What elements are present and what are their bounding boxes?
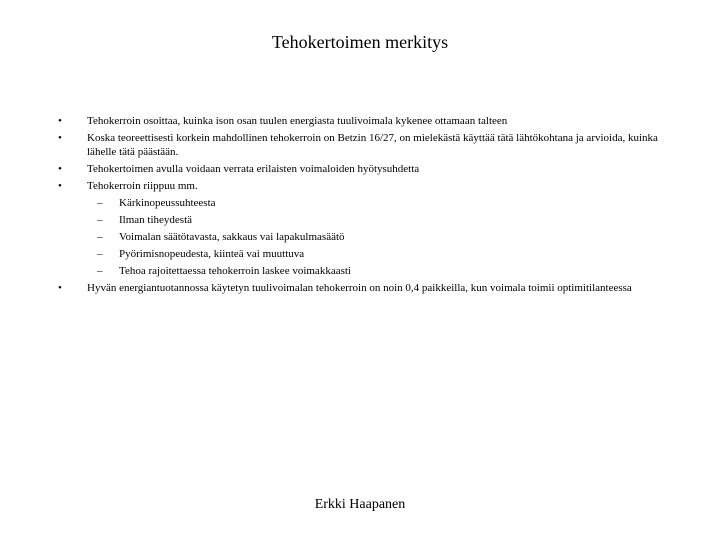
bullet-text: Tehokerroin osoittaa, kuinka ison osan tuulen energiasta tuulivoimala kykenee ottamaan talteen (87, 115, 508, 127)
sub-bullet-list (87, 196, 658, 278)
sub-bullet-item (87, 213, 658, 227)
sub-bullet-text: Pyörimisnopeudesta, kiinteä vai muuttuva (119, 248, 305, 260)
dash-icon: – (97, 197, 103, 209)
bullet-icon: • (58, 180, 62, 192)
sub-bullet-text: Ilman tiheydestä (119, 214, 193, 226)
sub-bullet-item (87, 230, 658, 244)
bullet-item (58, 114, 658, 128)
slide-title: Tehokertoimen merkitys (271, 32, 449, 52)
bullet-icon: • (58, 282, 62, 294)
dash-icon: – (97, 248, 103, 260)
bullet-item (58, 131, 658, 159)
bullet-item (58, 281, 658, 295)
dash-icon: – (97, 214, 103, 226)
bullet-text: Hyvän energiantuotannossa käytetyn tuulivoimalan tehokerroin on noin 0,4 paikkeilla, kun voimala toimii optimitilanteessa (87, 282, 632, 294)
bullet-item (58, 162, 658, 176)
bullet-icon: • (58, 132, 62, 144)
sub-bullet-item (87, 196, 658, 210)
sub-bullet-item (87, 264, 658, 278)
bullet-icon: • (58, 163, 62, 175)
sub-bullet-text: Kärkinopeussuhteesta (119, 197, 216, 209)
dash-icon: – (97, 265, 103, 277)
bullet-icon: • (58, 115, 62, 127)
sub-bullet-item (87, 247, 658, 261)
bullet-item (58, 179, 658, 278)
dash-icon: – (97, 231, 103, 243)
bullet-list (58, 114, 658, 298)
sub-bullet-text: Voimalan säätötavasta, sakkaus vai lapakulmasäätö (119, 231, 345, 243)
bullet-text: Koska teoreettisesti korkein mahdollinen tehokerroin on Betzin 16/27, on mielekästä käyttää tätä lähtökohtana ja arvioida, kuinka lähelle tätä päästään. (87, 132, 658, 158)
footer-author: Erkki Haapanen (314, 497, 406, 512)
sub-bullet-text: Tehoa rajoitettaessa tehokerroin laskee voimakkaasti (119, 265, 351, 277)
bullet-text: Tehokerroin riippuu mm. (87, 180, 198, 192)
bullet-text: Tehokertoimen avulla voidaan verrata erilaisten voimaloiden hyötysuhdetta (87, 163, 420, 175)
